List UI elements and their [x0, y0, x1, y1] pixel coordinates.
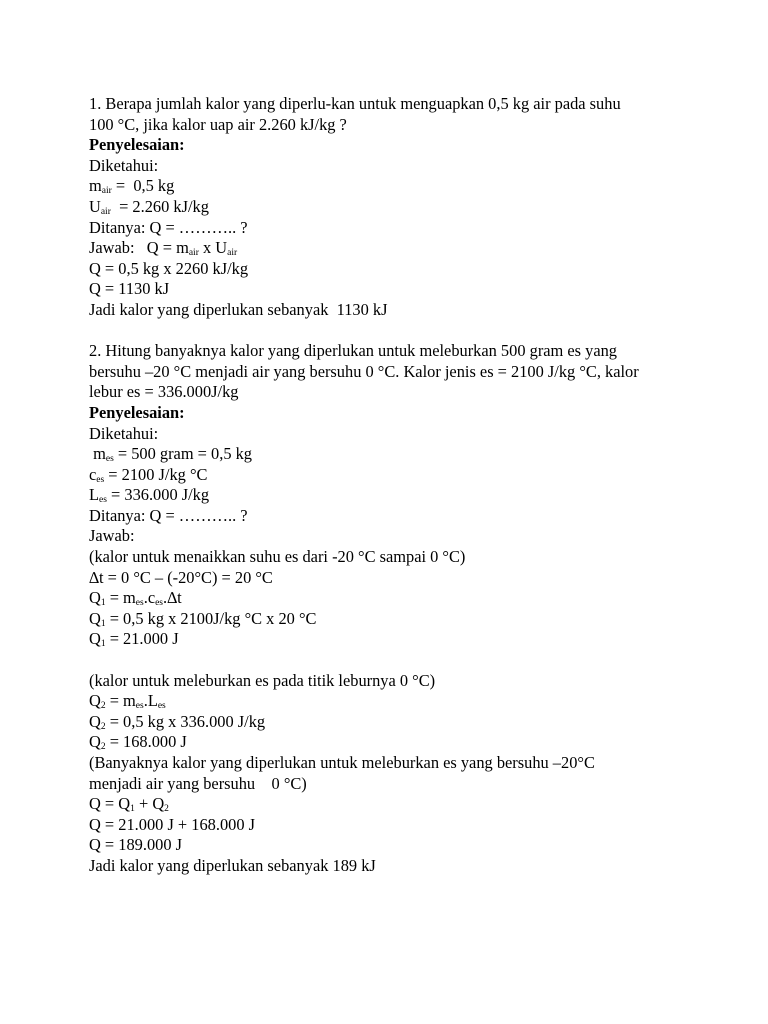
problem-1-question-line: 1. Berapa jumlah kalor yang diperlu-kan untuk menguapkan 0,5 kg air pada suhu [89, 94, 621, 113]
problem-2-question-line: lebur es = 336.000J/kg [89, 382, 239, 402]
calculation-line: Q = 0,5 kg x 2260 kJ/kg [89, 258, 249, 278]
latent-heat-given: Les = 336.000 J/kg [89, 485, 210, 506]
problem-2-question-line: bersuhu –20 °C menjadi air yang bersuhu 0 °C. Kalor jenis es = 2100 J/kg °C, kalor [89, 361, 639, 381]
answer-heading: Jawab: [89, 526, 135, 546]
step-1-note: (kalor untuk menaikkan suhu es dari -20 °C sampai 0 °C) [89, 547, 466, 567]
solution-heading: Penyelesaian: [89, 402, 185, 422]
q1-calculation: Q1 = 0,5 kg x 2100J/kg °C x 20 °C [89, 608, 317, 629]
problem-1 [89, 94, 729, 321]
problem-2-question-line: 2. Hitung banyaknya kalor yang diperlukan untuk meleburkan 500 gram es yang [89, 341, 618, 361]
solution-heading: Penyelesaian: [89, 135, 185, 155]
known-heading: Diketahui: [89, 155, 159, 175]
q2-result: Q2 = 168.000 J [89, 732, 187, 753]
problem-2 [89, 341, 729, 876]
paragraph-gap [89, 650, 729, 671]
q1-result: Q1 = 21.000 J [89, 629, 179, 650]
specific-heat-given: ces = 2100 J/kg °C [89, 464, 208, 485]
known-heading: Diketahui: [89, 423, 159, 443]
document-page [89, 94, 729, 877]
latent-heat-given: Uair = 2.260 kJ/kg [89, 196, 209, 217]
total-note-line: menjadi air yang bersuhu 0 °C) [89, 773, 307, 793]
mass-given: mair = 0,5 kg [89, 176, 175, 197]
problem-1-question-line: 100 °C, jika kalor uap air 2.260 kJ/kg ? [89, 114, 347, 134]
paragraph-gap [89, 321, 729, 342]
conclusion-line: Jadi kalor yang diperlukan sebanyak 1130 kJ [89, 299, 388, 319]
q2-calculation: Q2 = 0,5 kg x 336.000 J/kg [89, 711, 266, 732]
q2-formula: Q2 = mes.Les [89, 691, 166, 712]
asked-line: Ditanya: Q = ……….. ? [89, 505, 248, 525]
result-line: Q = 1130 kJ [89, 279, 170, 299]
asked-line: Ditanya: Q = ……….. ? [89, 217, 248, 237]
mass-given: mes = 500 gram = 0,5 kg [89, 444, 252, 465]
answer-formula: Jawab: Q = mair x Uair [89, 238, 238, 259]
total-note-line: (Banyaknya kalor yang diperlukan untuk meleburkan es yang bersuhu –20°C [89, 753, 595, 772]
q1-formula: Q1 = mes.ces.∆t [89, 588, 182, 609]
total-result: Q = 189.000 J [89, 835, 183, 855]
total-calculation: Q = 21.000 J + 168.000 J [89, 814, 256, 834]
step-2-note: (kalor untuk meleburkan es pada titik leburnya 0 °C) [89, 670, 436, 690]
total-formula: Q = Q1 + Q2 [89, 794, 169, 815]
conclusion-line: Jadi kalor yang diperlukan sebanyak 189 kJ [89, 855, 376, 875]
delta-t-line: ∆t = 0 °C – (-20°C) = 20 °C [89, 567, 273, 587]
